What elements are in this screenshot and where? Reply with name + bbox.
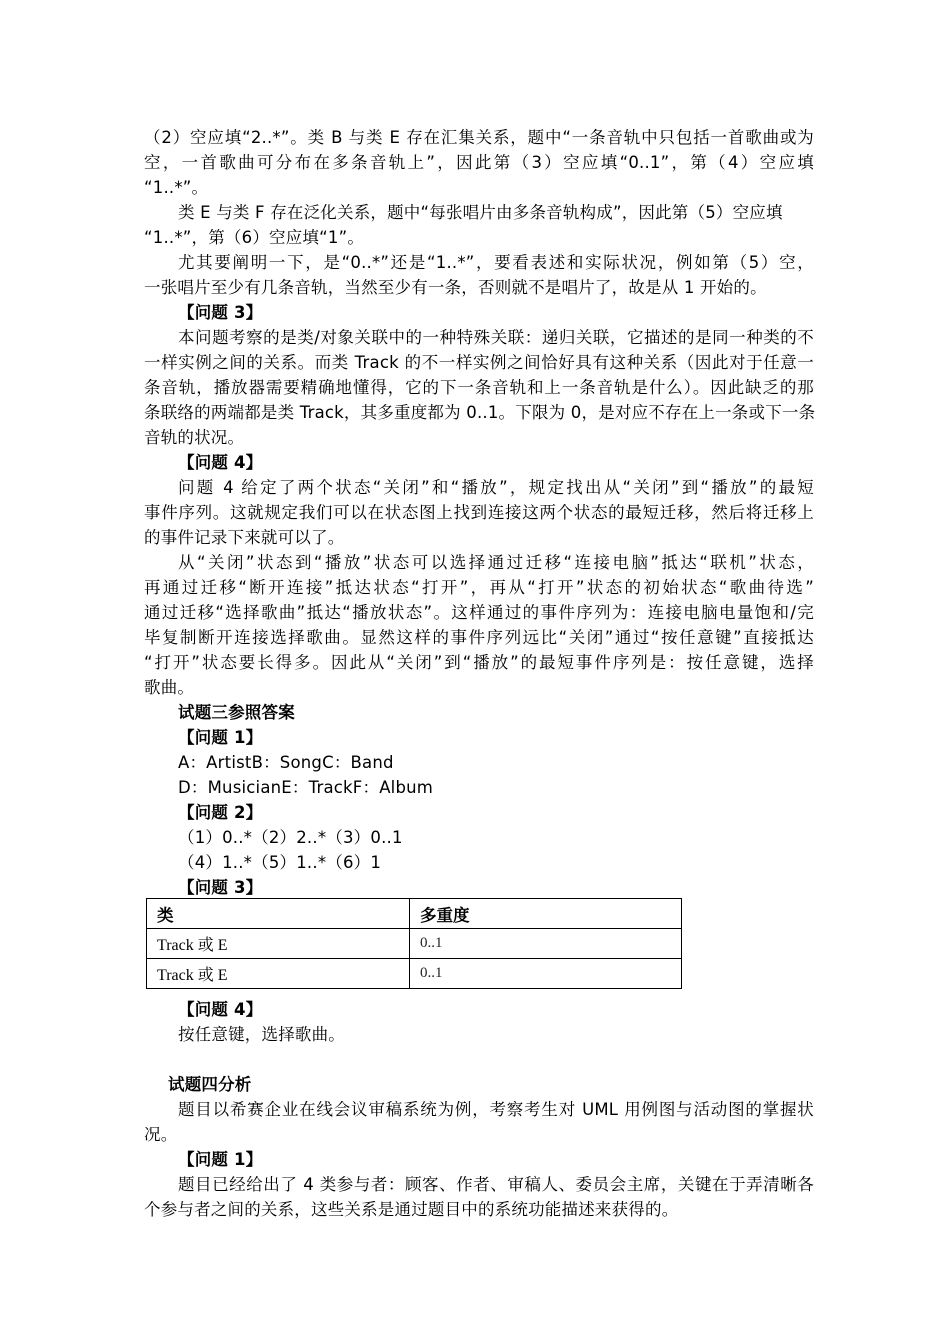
paragraph-line: 个参与者之间的关系，这些关系是通过题目中的系统功能描述来获得的。	[144, 1200, 679, 1219]
section-heading: 【问题 3】	[178, 878, 263, 897]
paragraph-line: 条联络的两端都是类 Track，其多重度都为 0..1。下限为 0，是对应不存在上一条或下一条	[144, 403, 816, 422]
paragraph-line: 通过迁移“选择歌曲”抵达“播放状态”。这样通过的事件序列为：连接电脑电量饱和/完	[144, 603, 814, 622]
paragraph-line: 歌曲。	[144, 678, 195, 697]
paragraph-line: “打开”状态要长得多。因此从“关闭”到“播放”的最短事件序列是：按任意键，选择	[144, 653, 814, 672]
section-title: 试题四分析	[168, 1075, 252, 1094]
paragraph-line: 本问题考察的是类/对象关联中的一种特殊关联：递归关联，它描述的是同一种类的不	[178, 328, 814, 347]
paragraph-line: 类 E 与类 F 存在泛化关系，题中“每张唱片由多条音轨构成”，因此第（5）空应填	[178, 203, 783, 222]
paragraph-line: 从“关闭”状态到“播放”状态可以选择通过迁移“连接电脑”抵达“联机”状态，	[178, 553, 814, 572]
paragraph-line: 尤其要阐明一下，是“0..*”还是“1..*”，要看表述和实际状况，例如第（5）空，	[178, 253, 814, 272]
table-header-cell: 多重度	[410, 899, 682, 929]
answer-line: （4）1..*（5）1..*（6）1	[178, 853, 382, 872]
answer-line: 按任意键，选择歌曲。	[178, 1025, 345, 1044]
paragraph-line: 音轨的状况。	[144, 428, 245, 447]
paragraph-line: 毕复制断开连接选择歌曲。显然这样的事件序列远比“关闭”通过“按任意键”直接抵达	[144, 628, 814, 647]
multiplicity-table	[146, 898, 682, 989]
paragraph-line: 一张唱片至少有几条音轨，当然至少有一条，否则就不是唱片了，故是从 1 开始的。	[144, 278, 767, 297]
table-cell: 0..1	[410, 959, 682, 989]
section-heading: 【问题 1】	[178, 1150, 263, 1169]
section-heading: 【问题 1】	[178, 728, 263, 747]
answer-line: （1）0..*（2）2..*（3）0..1	[178, 828, 403, 847]
answer-line: D：MusicianE：TrackF：Album	[178, 778, 434, 797]
paragraph-line: （2）空应填“2..*”。类 B 与类 E 存在汇集关系，题中“一条音轨中只包括一首歌曲或为	[144, 128, 814, 147]
paragraph-line: 空，一首歌曲可分布在多条音轨上”，因此第（3）空应填“0..1”，第（4）空应填	[144, 153, 814, 172]
paragraph-line: 条音轨，播放器需要精确地懂得，它的下一条音轨和上一条音轨是什么）。因此缺乏的那	[144, 378, 814, 397]
table-header-row	[147, 899, 682, 929]
table-header-cell: 类	[147, 899, 410, 929]
paragraph-line: 事件序列。这就规定我们可以在状态图上找到连接这两个状态的最短迁移，然后将迁移上	[144, 503, 814, 522]
paragraph-line: 况。	[144, 1125, 178, 1144]
paragraph-line: 的事件记录下来就可以了。	[144, 528, 345, 547]
paragraph-line: 问题 4 给定了两个状态“关闭”和“播放”，规定找出从“关闭”到“播放”的最短	[178, 478, 814, 497]
table-row	[147, 959, 682, 989]
paragraph-line: 再通过迁移“断开连接”抵达状态“打开”，再从“打开”状态的初始状态“歌曲待选”	[144, 578, 814, 597]
table-cell: 0..1	[410, 929, 682, 959]
paragraph-line: 题目已经给出了 4 类参与者：顾客、作者、审稿人、委员会主席，关键在于弄清晰各	[178, 1175, 814, 1194]
paragraph-line: 一样实例之间的关系。而类 Track 的不一样实例之间恰好具有这种关系（因此对于任意一	[144, 353, 814, 372]
table-cell: Track 或 E	[147, 929, 410, 959]
section-heading: 【问题 2】	[178, 803, 263, 822]
section-heading: 【问题 4】	[178, 1000, 263, 1019]
section-heading: 【问题 4】	[178, 453, 263, 472]
paragraph-line: “1..*”。	[144, 178, 209, 197]
paragraph-line: 题目以希赛企业在线会议审稿系统为例，考察考生对 UML 用例图与活动图的掌握状	[178, 1100, 814, 1119]
section-heading: 【问题 3】	[178, 303, 263, 322]
table-row	[147, 929, 682, 959]
section-title: 试题三参照答案	[178, 703, 295, 722]
answer-line: A：ArtistB：SongC：Band	[178, 753, 394, 772]
paragraph-line: “1..*”，第（6）空应填“1”。	[144, 228, 365, 247]
table-cell: Track 或 E	[147, 959, 410, 989]
